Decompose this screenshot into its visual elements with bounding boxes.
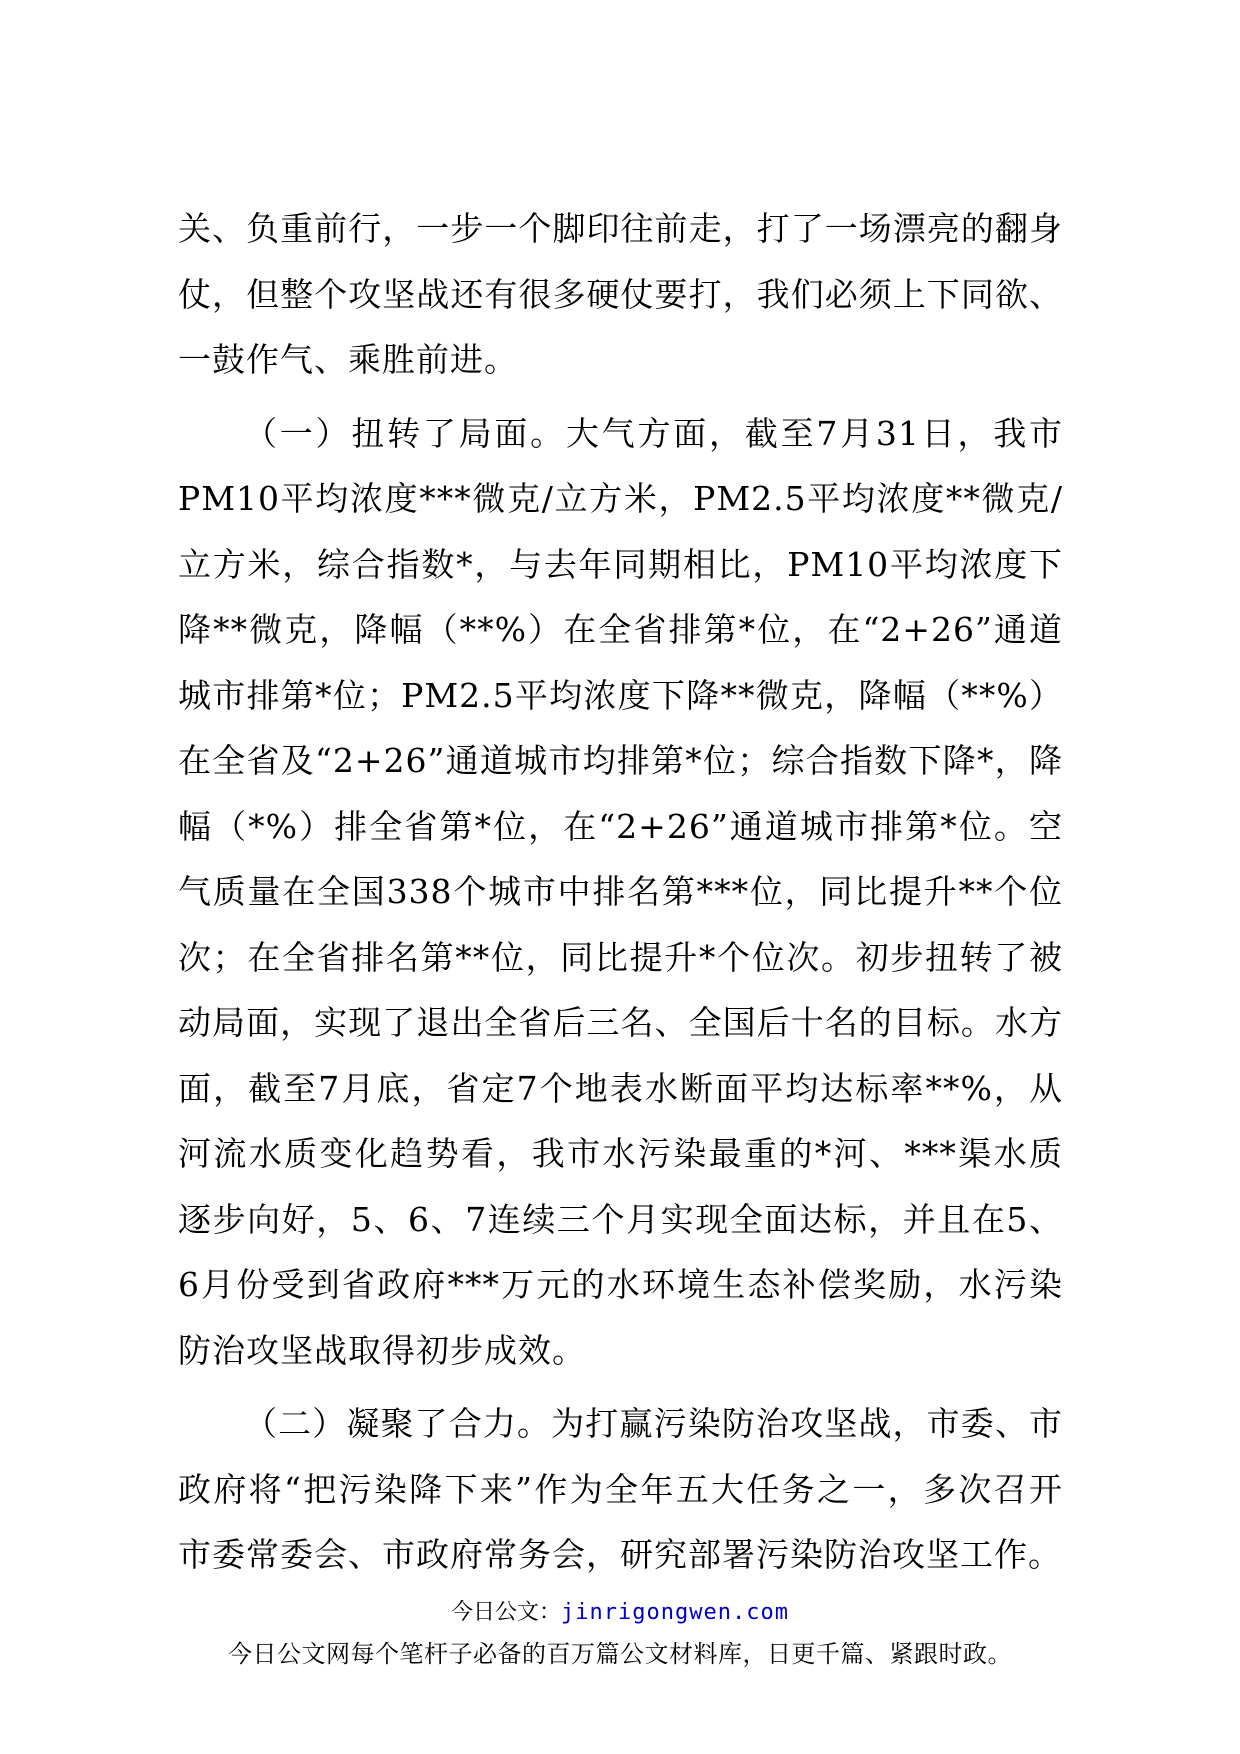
paragraph-joint-force: （二）凝聚了合力。为打赢污染防治攻坚战，市委、市政府将“把污染降下来”作为全年五大任务之一，多次召开市委常委会、市政府常务会，研究部署污染防治攻坚工作。 xyxy=(178,1404,1063,1574)
paragraph-reversed-situation: （一）扭转了局面。大气方面，截至7月31日，我市PM10平均浓度***微克/立方米，PM2.5平均浓度**微克/立方米，综合指数*，与去年同期相比，PM10平均浓度下降**微克，降幅（**%）在全省排第*位，在“2+26”通道城市排第*位；PM2.5平均浓度下降**微克，降幅（**%）在全省及“2+26”通道城市均排第*位；综合指数下降*，降幅（*%）排全省第*位，在“2+26”通道城市排第*位。空气质量在全国338个城市中排名第***位，同比提升**个位次；在全省排名第**位，同比提升*个位次。初步扭转了被动局面，实现了退出全省后三名、全国后十名的目标。水方面，截至7月底，省定7个地表水断面平均达标率**%，从河流水质变化趋势看，我市水污染最重的*河、***渠水质逐步向好，5、6、7连续三个月实现全面达标，并且在5、6月份受到省政府***万元的水环境生态补偿奖励，水污染防治攻坚战取得初步成效。 xyxy=(178,413,1063,1370)
footer-site-line xyxy=(0,1598,1240,1628)
footer-site-link[interactable]: jinrigongwen.com xyxy=(561,1600,789,1625)
paragraph-continuation: 关、负重前行，一步一个脚印往前走，打了一场漂亮的翻身仗，但整个攻坚战还有很多硬仗要打，我们必须上下同欲、一鼓作气、乘胜前进。 xyxy=(178,209,1063,379)
document-body xyxy=(178,196,1063,1588)
footer-site-label: 今日公文： xyxy=(451,1600,562,1625)
footer-slogan: 今日公文网每个笔杆子必备的百万篇公文材料库，日更千篇、紧跟时政。 xyxy=(228,1640,1012,1668)
page-footer xyxy=(0,1598,1240,1670)
